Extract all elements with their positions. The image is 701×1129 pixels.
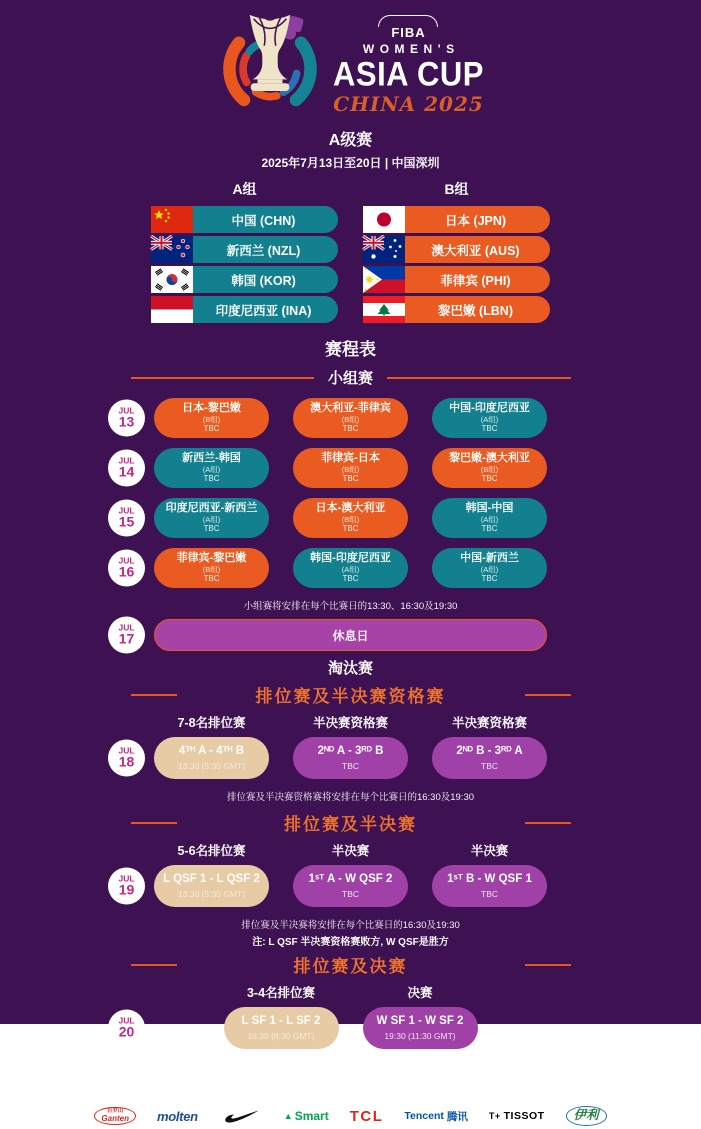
- match-teams: L SF 1 - L SF 2: [241, 1015, 321, 1028]
- schedule-row-jul16: [118, 548, 547, 588]
- match-time: TBC: [342, 524, 359, 534]
- match-card: [293, 548, 408, 588]
- knockout-match-card: [154, 865, 269, 907]
- australia-flag-icon: [363, 236, 405, 263]
- badge-day: 16: [118, 563, 135, 580]
- date-badge: [108, 617, 145, 654]
- smart-logo: [284, 1109, 329, 1123]
- match-time: TBC: [481, 760, 498, 771]
- logo-wordmark: [333, 15, 484, 114]
- badge-month: JUL: [118, 555, 135, 566]
- section-legend: 注: L QSF 半决赛资格赛败方, W QSF是胜方: [252, 937, 449, 948]
- smart-wordmark: Smart: [294, 1109, 329, 1123]
- match-time: TBC: [203, 524, 220, 534]
- date-badge: [108, 500, 145, 537]
- partner-tissot: [481, 1103, 553, 1129]
- match-group: (A组): [202, 514, 221, 524]
- column-header: 半决赛资格赛: [312, 716, 388, 730]
- match-teams: 1ˢᵀ A - W QSF 2: [308, 873, 393, 886]
- knockout-match-card: [224, 1007, 339, 1049]
- groups-section: [0, 179, 701, 326]
- column-header: 5-6名排位赛: [177, 844, 246, 858]
- match-teams: 黎巴嫩-澳大利亚: [449, 452, 530, 465]
- match-teams: 1ˢᵀ B - W QSF 1: [447, 873, 532, 886]
- partner-yili: [558, 1103, 615, 1129]
- schedule-row-jul13: [118, 398, 547, 438]
- match-card: [293, 498, 408, 538]
- schedule-row-jul14: [118, 448, 547, 488]
- partner-smart: [276, 1103, 337, 1129]
- schedule-row-jul18: [118, 737, 547, 779]
- match-time: TBC: [342, 760, 359, 771]
- divider-line: [525, 964, 571, 966]
- global-partners-title: GLOBAL PARTNERS: [264, 1080, 437, 1095]
- match-time: TBC: [342, 474, 359, 484]
- column-headers: [0, 713, 701, 731]
- match-time: 16:30 (8:30 GMT): [247, 1030, 315, 1041]
- match-time: TBC: [481, 424, 498, 434]
- badge-month: JUL: [118, 745, 135, 756]
- molten-wordmark: molten: [156, 1108, 198, 1124]
- team-name: 澳大利亚 (AUS): [431, 243, 520, 258]
- team-australia: [363, 236, 550, 263]
- team-name: 新西兰 (NZL): [226, 243, 301, 258]
- match-group: (A组): [202, 464, 221, 474]
- match-time: 13:30 (5:30 GMT): [177, 888, 246, 899]
- schedule-row-jul19: [118, 865, 547, 907]
- section-note: 排位赛及半决赛将安排在每个比赛日的16:30及19:30: [241, 920, 460, 931]
- match-group: (B组): [202, 564, 221, 574]
- ganten-wordmark: Ganten: [101, 1113, 129, 1123]
- badge-day: 20: [118, 1023, 135, 1040]
- badge-day: 19: [118, 881, 135, 898]
- section-note: 排位赛及半决赛资格赛将安排在每个比赛日的16:30及19:30: [226, 792, 475, 803]
- match-card: [432, 398, 547, 438]
- team-name: 日本 (JPN): [444, 213, 507, 228]
- match-teams: 菲律宾-日本: [321, 452, 380, 465]
- asia-cup-wordmark: ASIA CUP: [333, 53, 484, 93]
- knockout-match-card: [363, 1007, 478, 1049]
- nike-swoosh-icon: [223, 1110, 259, 1123]
- section-header-final: [131, 952, 571, 977]
- match-time: TBC: [342, 888, 359, 899]
- match-time: TBC: [203, 424, 220, 434]
- section-title: 排位赛及决赛: [293, 957, 408, 976]
- match-teams: L QSF 1 - L QSF 2: [163, 873, 260, 886]
- tissot-logo: [489, 1110, 545, 1122]
- new-zealand-flag-icon: [151, 236, 193, 263]
- partner-logos-row: [0, 1103, 701, 1129]
- group-stage-header: [131, 367, 571, 388]
- tencent-chinese: 腾讯: [446, 1110, 468, 1123]
- match-time: 19:30 (11:30 GMT): [384, 1030, 456, 1041]
- badge-month: JUL: [118, 505, 135, 516]
- trophy-emblem-icon: [217, 11, 323, 117]
- china-flag-icon: [151, 206, 193, 233]
- match-time: TBC: [481, 524, 498, 534]
- badge-month: JUL: [118, 873, 135, 884]
- match-time: TBC: [481, 574, 498, 584]
- tencent-wordmark: Tencent: [404, 1110, 444, 1122]
- group-a-column: [151, 179, 338, 326]
- tcl-wordmark: TCL: [349, 1107, 384, 1125]
- match-group: (B组): [202, 414, 221, 424]
- section-title: 排位赛及半决赛: [284, 815, 417, 834]
- match-teams: 4ᵀᴴ A - 4ᵀᴴ B: [178, 745, 245, 758]
- womens-wordmark: WOMEN'S: [362, 41, 460, 56]
- tissot-wordmark: TISSOT: [503, 1110, 545, 1122]
- indonesia-flag-icon: [151, 296, 193, 323]
- divider-line: [525, 694, 571, 696]
- match-teams: 菲律宾-黎巴嫩: [176, 552, 247, 565]
- match-teams: W SF 1 - W SF 2: [376, 1015, 464, 1028]
- match-teams: 2ᴺᴰ B - 3ᴿᴰ A: [456, 745, 523, 758]
- divider-line: [387, 377, 571, 379]
- team-name: 黎巴嫩 (LBN): [438, 303, 513, 318]
- china-2025-wordmark: CHINA 2025: [333, 91, 484, 116]
- match-teams: 印度尼西亚-新西兰: [165, 502, 258, 515]
- column-header: 半决赛: [470, 844, 509, 858]
- match-time: TBC: [481, 474, 498, 484]
- match-card: [154, 448, 269, 488]
- match-teams: 中国-印度尼西亚: [449, 402, 530, 415]
- match-group: (A组): [480, 414, 499, 424]
- team-japan: [363, 206, 550, 233]
- philippines-flag-icon: [363, 266, 405, 293]
- date-badge: [108, 550, 145, 587]
- match-teams: 新西兰-韩国: [182, 452, 241, 465]
- ganten-chinese: 百岁山: [106, 1108, 124, 1115]
- group-b-column: [363, 179, 550, 326]
- date-badge: [108, 868, 145, 905]
- section-header-sf: [131, 810, 571, 835]
- match-teams: 韩国-印度尼西亚: [310, 552, 391, 565]
- match-group: (A组): [341, 564, 360, 574]
- team-lebanon: [363, 296, 550, 323]
- match-time: TBC: [203, 474, 220, 484]
- divider-line: [525, 822, 571, 824]
- match-card: [154, 548, 269, 588]
- badge-day: 17: [118, 630, 135, 647]
- match-group: (B组): [341, 464, 360, 474]
- schedule-title: 赛程表: [325, 340, 376, 359]
- schedule-row-jul20: [118, 1007, 547, 1049]
- column-headers: [0, 983, 701, 1001]
- match-teams: 澳大利亚-菲律宾: [310, 402, 391, 415]
- section-header-qsf: [131, 682, 571, 707]
- match-group: (B组): [341, 414, 360, 424]
- column-headers: [0, 841, 701, 859]
- match-teams: 中国-新西兰: [460, 552, 519, 565]
- badge-month: JUL: [118, 455, 135, 466]
- match-teams: 日本-澳大利亚: [315, 502, 386, 515]
- match-time: TBC: [203, 574, 220, 584]
- column-header: 决赛: [407, 986, 433, 1000]
- date-badge: [108, 1010, 145, 1047]
- division-title: A级赛: [328, 132, 373, 149]
- team-name: 中国 (CHN): [231, 213, 296, 228]
- match-teams: 日本-黎巴嫩: [182, 402, 241, 415]
- section-legend: 注: L SF代表半决赛败方, W SF代表胜方: [261, 1063, 440, 1074]
- match-group: (B组): [341, 514, 360, 524]
- divider-line: [131, 377, 315, 379]
- team-indonesia: [151, 296, 338, 323]
- group-b-title: B组: [444, 181, 469, 197]
- match-time: TBC: [481, 888, 498, 899]
- match-card: [432, 448, 547, 488]
- schedule-row-jul15: [118, 498, 547, 538]
- tournament-logo: [0, 0, 701, 118]
- partner-nike: [211, 1103, 271, 1129]
- knockout-title: 淘汰赛: [327, 660, 373, 677]
- badge-day: 18: [118, 753, 135, 770]
- knockout-match-card: [432, 865, 547, 907]
- rest-day-banner: 休息日: [154, 619, 547, 651]
- badge-month: JUL: [118, 405, 135, 416]
- match-group: (A组): [480, 564, 499, 574]
- ganten-logo: [94, 1107, 136, 1125]
- match-time: TBC: [342, 424, 359, 434]
- team-china: [151, 206, 338, 233]
- south-korea-flag-icon: [151, 266, 193, 293]
- match-time: 13:30 (5:30 GMT): [177, 760, 246, 771]
- column-header: 7-8名排位赛: [177, 716, 246, 730]
- knockout-match-card: [293, 865, 408, 907]
- smart-triangle-icon: ▲: [283, 1110, 293, 1121]
- team-name: 韩国 (KOR): [231, 273, 296, 288]
- badge-month: JUL: [118, 622, 135, 633]
- team-philippines: [363, 266, 550, 293]
- lebanon-flag-icon: [363, 296, 405, 323]
- divider-line: [131, 822, 177, 824]
- team-name: 菲律宾 (PHI): [440, 273, 511, 288]
- match-card: [432, 548, 547, 588]
- match-card: [293, 448, 408, 488]
- group-stage-label: 小组赛: [328, 370, 374, 387]
- partner-molten: [149, 1103, 206, 1129]
- tencent-logo: [404, 1109, 467, 1124]
- date-badge: [108, 740, 145, 777]
- match-group: (A组): [480, 514, 499, 524]
- partner-tcl: [342, 1103, 392, 1129]
- date-badge: [108, 450, 145, 487]
- badge-month: JUL: [118, 1015, 135, 1026]
- date-location: 2025年7月13日至20日 | 中国深圳: [261, 156, 440, 170]
- badge-day: 15: [118, 513, 135, 530]
- divider-line: [131, 964, 177, 966]
- partner-tencent: [396, 1103, 475, 1129]
- divider-line: [131, 694, 177, 696]
- partner-ganten: [86, 1103, 144, 1129]
- match-teams: 2ᴺᴰ A - 3ᴿᴰ B: [317, 745, 384, 758]
- match-card: [432, 498, 547, 538]
- team-south-korea: [151, 266, 338, 293]
- knockout-match-card: [432, 737, 547, 779]
- group-a-title: A组: [232, 181, 257, 197]
- tissot-tplus: T+: [488, 1111, 501, 1121]
- yili-wordmark: 伊利: [566, 1106, 607, 1126]
- match-card: [154, 398, 269, 438]
- group-stage-note: 小组赛将安排在每个比赛日的13:30、16:30及19:30: [243, 601, 458, 612]
- knockout-match-card: [154, 737, 269, 779]
- team-new-zealand: [151, 236, 338, 263]
- japan-flag-icon: [363, 206, 405, 233]
- team-name: 印度尼西亚 (INA): [215, 303, 312, 318]
- match-group: (B组): [480, 464, 499, 474]
- badge-day: 14: [118, 463, 135, 480]
- match-card: [293, 398, 408, 438]
- date-badge: [108, 400, 145, 437]
- column-header: 半决赛资格赛: [451, 716, 527, 730]
- knockout-match-card: [293, 737, 408, 779]
- match-teams: 韩国-中国: [465, 502, 514, 515]
- column-header: 3-4名排位赛: [246, 986, 316, 1000]
- fiba-wordmark: FIBA: [391, 24, 426, 40]
- column-header: 半决赛: [331, 844, 370, 858]
- match-time: TBC: [342, 574, 359, 584]
- match-card: [154, 498, 269, 538]
- badge-day: 13: [118, 413, 135, 430]
- section-title: 排位赛及半决赛资格赛: [255, 687, 446, 706]
- schedule-row-jul17: [118, 619, 547, 651]
